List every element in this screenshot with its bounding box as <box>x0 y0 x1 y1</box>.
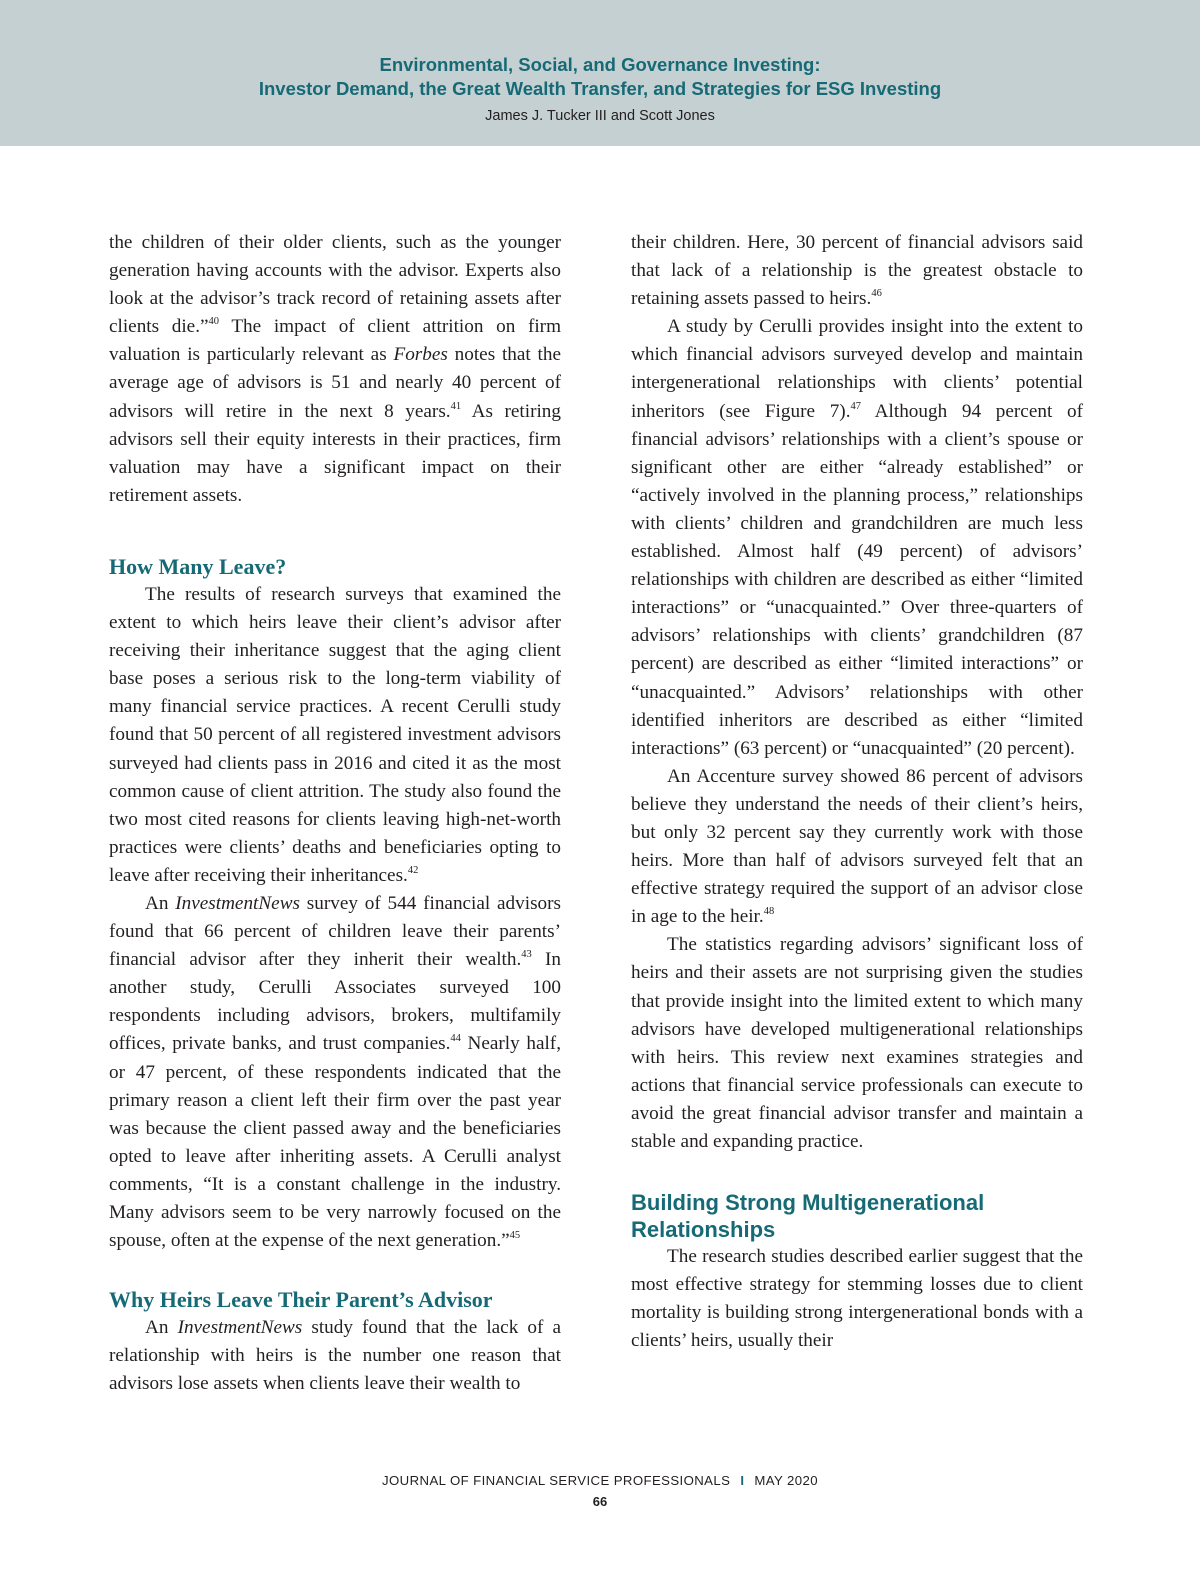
paragraph: An Accenture survey showed 86 percent of advisors believe they understand the needs of their client’s heirs, but only 32 percent say they currently work with those heirs. More than half of advisors surveyed felt that an effective strategy required the support of an advisor close in age to the heir.$^{48}$ <box>631 765 1083 928</box>
left-column <box>109 229 561 1398</box>
footnote-ref: 44 <box>450 1033 461 1045</box>
header-banner <box>0 0 1200 146</box>
section-heading-how-many-leave: How Many Leave? <box>109 553 287 579</box>
article-title-line-1: Environmental, Social, and Governance Investing: <box>379 54 821 75</box>
paragraph: An InvestmentNews study found that the lack of a relationship with heirs is the number one reason that advisors lose assets when clients leave their wealth to <box>109 1317 562 1395</box>
footnote-ref: 48 <box>763 906 775 918</box>
paragraph: An InvestmentNews survey of 544 financial advisors found that 66 percent of children leave their parents’ financial advisor after they inherit their wealth.$^{43}$ In another study, Cerulli Associates surveyed 100 respondents including advisors, brokers, multifamily offices, private banks, and trust companies.$^{44}$ Nearly half, or 47 percent, of these respondents indicated that the primary reason a client left their firm over the past year was because the client passed away and the beneficiaries opted to leave after inheriting assets. A Cerulli analyst comments, “It is a constant challenge in the industry. Many advisors seem to be very narrowly focused on the spouse, often at the expense of the next generation.”$^{45}$ <box>109 892 561 1252</box>
footnote-ref: 46 <box>871 288 882 300</box>
paragraph: A study by Cerulli provides insight into the extent to which financial advisors surveyed develop and maintain intergenerational relationships with clients’ potential inheritors (see Figure 7).$^{47}$ Although 94 percent of financial advisors’ relationships with a client’s spouse or significant other are either “already established” or “actively involved in the planning process,” relationships with clients’ children and grandchildren are much less established. Almost half (49 percent) of advisors’ relationships with children are described as either “limited interactions” or “unacquainted.” Over three-quarters of advisors’ relationships with clients’ grandchildren (87 percent) are described as either “limited interactions” or “unacquainted.” Advisors’ relationships with other identified inheritors are described as either “limited interactions” (63 percent) or “unacquainted” (20 percent). <box>631 316 1083 759</box>
footnote-ref: 43 <box>521 949 532 961</box>
footnote-ref: 40 <box>208 316 220 328</box>
footnote-ref: 47 <box>850 400 861 412</box>
section-heading-why-heirs-leave: Why Heirs Leave Their Parent’s Advisor <box>109 1287 493 1313</box>
footnote-ref: 45 <box>509 1230 521 1242</box>
paragraph: The statistics regarding advisors’ significant loss of heirs and their assets are not surprising given the studies that provide insight into the limited extent to which many advisors have developed multigenerational relationships with heirs. This review next examines strategies and actions that financial service professionals can execute to avoid the great financial advisor transfer and maintain a stable and expanding practice. <box>631 934 1083 1152</box>
paragraph: The results of research surveys that examined the extent to which heirs leave their client’s advisor after receiving their inheritance suggest that the aging client base poses a serious risk to the long-term viability of many financial service practices. A recent Cerulli study found that 50 percent of all registered investment advisors surveyed had clients pass in 2016 and cited it as the most common cause of client attrition. The study also found the two most cited reasons for clients leaving high-net-worth practices were clients’ deaths and beneficiaries opting to leave after receiving their inheritances.$^{42}$ <box>109 583 561 886</box>
footer-separator: I <box>740 1473 745 1488</box>
journal-name: JOURNAL OF FINANCIAL SERVICE PROFESSIONALS <box>382 1473 731 1488</box>
issue-date: MAY 2020 <box>754 1473 818 1488</box>
journal-line <box>0 1473 1200 1488</box>
right-column <box>631 229 1083 1355</box>
page-footer <box>0 1473 1200 1509</box>
footnote-ref: 42 <box>407 864 419 876</box>
section-heading-building-relationships: Building Strong Multigenerational Relationships <box>631 1190 985 1243</box>
article-authors: James J. Tucker III and Scott Jones <box>485 108 715 124</box>
article-title-line-2: Investor Demand, the Great Wealth Transfer, and Strategies for ESG Investing <box>258 78 942 99</box>
footnote-ref: 41 <box>450 400 462 412</box>
paragraph: The research studies described earlier suggest that the most effective strategy for stemming losses due to client mortality is building strong intergenerational bonds with a clients’ heirs, usually their <box>631 1246 1083 1352</box>
paragraph: their children. Here, 30 percent of financial advisors said that lack of a relationship is the greatest obstacle to retaining assets passed to heirs.$^{46}$ <box>631 232 1083 310</box>
page-number: 66 <box>592 1494 608 1509</box>
paragraph: the children of their older clients, such as the younger generation having accounts with the advisor. Experts also look at the advisor’s track record of retaining assets after clients die.”$^{40}$ The impact of client attrition on firm valuation is particularly relevant as Forbes notes that the average age of advisors is 51 and nearly 40 percent of advisors will retire in the next 8 years.$^{41}$ As retiring advisors sell their equity interests in their practices, firm valuation may have a significant impact on their retirement assets. <box>109 232 562 506</box>
